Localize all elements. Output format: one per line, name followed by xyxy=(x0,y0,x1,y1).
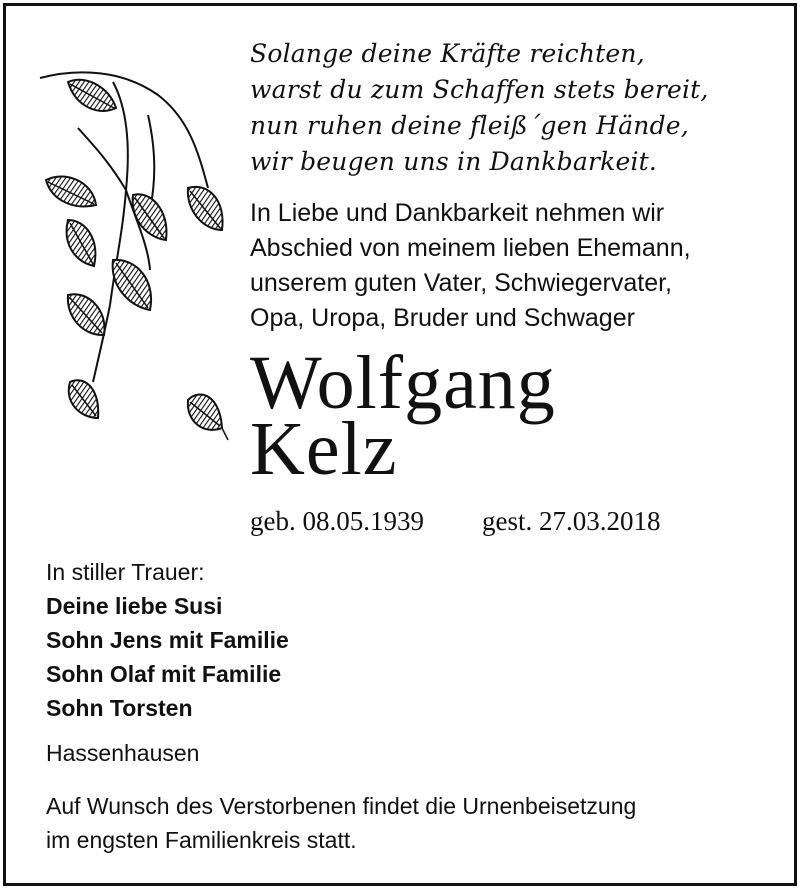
poem-line: nun ruhen deine fleiß´gen Hände, xyxy=(250,111,689,140)
mourners-heading: In stiller Trauer: xyxy=(46,559,205,585)
farewell-text xyxy=(250,196,691,336)
notice-line: im engsten Familienkreis statt. xyxy=(46,827,357,853)
mourner-name: Sohn Torsten xyxy=(46,695,193,721)
poem-line: wir beugen uns in Dankbarkeit. xyxy=(250,147,658,176)
burial-notice xyxy=(46,789,636,857)
mourner-name: Sohn Olaf mit Familie xyxy=(46,661,282,687)
birch-branch-icon xyxy=(38,70,238,450)
deceased-name xyxy=(250,341,556,491)
farewell-line: unserem guten Vater, Schwiegervater, xyxy=(250,269,672,297)
mourner-name: Deine liebe Susi xyxy=(46,593,223,619)
farewell-line: In Liebe und Dankbarkeit nehmen wir xyxy=(250,199,665,227)
mourner-name: Sohn Jens mit Familie xyxy=(46,627,289,653)
death-date: gest. 27.03.2018 xyxy=(481,506,661,536)
place-name: Hassenhausen xyxy=(46,740,200,766)
farewell-line: Abschied von meinem lieben Ehemann, xyxy=(250,234,691,262)
life-dates xyxy=(250,506,660,537)
memorial-poem xyxy=(250,36,709,180)
mourners-list xyxy=(46,555,289,725)
farewell-line: Opa, Uropa, Bruder und Schwager xyxy=(250,304,635,332)
birth-date: geb. 08.05.1939 xyxy=(250,506,424,536)
deceased-first-name: Wolfgang xyxy=(250,341,556,425)
notice-line: Auf Wunsch des Verstorbenen findet die Urnenbeisetzung xyxy=(46,793,637,819)
deceased-last-name: Kelz xyxy=(250,407,398,491)
poem-line: warst du zum Schaffen stets bereit, xyxy=(250,75,709,104)
poem-line: Solange deine Kräfte reichten, xyxy=(250,39,645,68)
